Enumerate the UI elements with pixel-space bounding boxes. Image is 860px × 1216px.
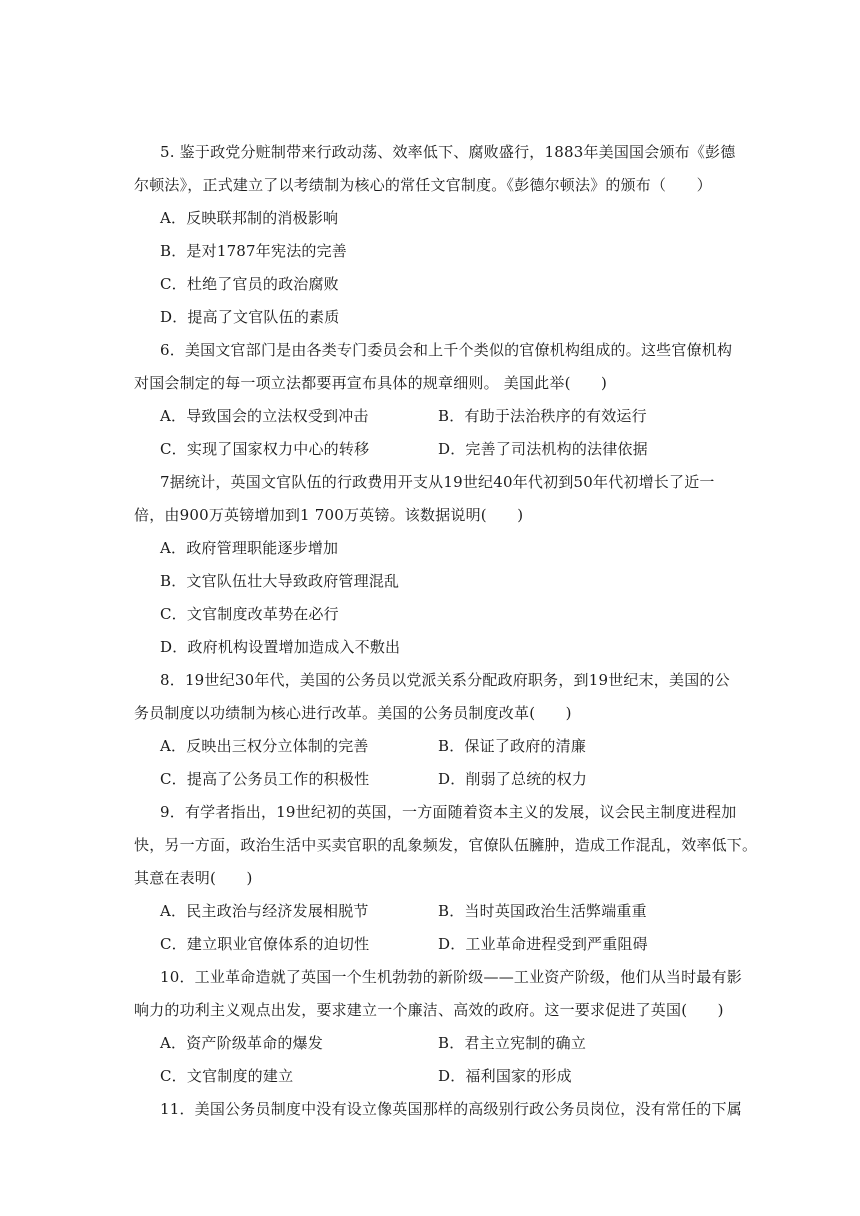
question-9-line-1: 9．有学者指出，19世纪初的英国，一方面随着资本主义的发展，议会民主制度进程加	[160, 803, 737, 821]
question-9-line-2: 快，另一方面，政治生活中买卖官职的乱象频发，官僚队伍臃肿，造成工作混乱，效率低下。	[134, 836, 758, 854]
question-8-option-b: B．保证了政府的清廉	[438, 737, 587, 755]
question-6-option-b: B．有助于法治秩序的有效运行	[438, 407, 647, 425]
question-9-line-3: 其意在表明( )	[134, 869, 253, 887]
question-5-line-2: 尔顿法》，正式建立了以考绩制为核心的常任文官制度。《彭德尔顿法》的颁布（ ）	[134, 176, 712, 194]
question-9-option-d: D．工业革命进程受到严重阻碍	[438, 935, 648, 953]
question-9-option-c: C．建立职业官僚体系的迫切性	[160, 935, 370, 953]
question-7-option-a: A．政府管理职能逐步增加	[160, 539, 339, 557]
question-10-option-d: D．福利国家的形成	[438, 1067, 572, 1085]
question-10-option-b: B．君主立宪制的确立	[438, 1034, 587, 1052]
question-5-line-1: 5. 鉴于政党分赃制带来行政动荡、效率低下、腐败盛行，1883年美国国会颁布《彭德	[160, 143, 736, 161]
question-8-line-1: 8．19世纪30年代，美国的公务员以党派关系分配政府职务，到19世纪末，美国的公	[160, 671, 730, 689]
question-6-line-1: 6．美国文官部门是由各类专门委员会和上千个类似的官僚机构组成的。这些官僚机构	[160, 341, 733, 359]
question-6-line-2: 对国会制定的每一项立法都要再宣布具体的规章细则。 美国此举( )	[134, 374, 608, 392]
question-10-line-2: 响力的功利主义观点出发，要求建立一个廉洁、高效的政府。这一要求促进了英国( )	[134, 1001, 724, 1019]
question-8-line-2: 务员制度以功绩制为核心进行改革。美国的公务员制度改革( )	[134, 704, 572, 722]
question-6-option-a: A．导致国会的立法权受到冲击	[160, 407, 369, 425]
question-6-option-d: D．完善了司法机构的法律依据	[438, 440, 648, 458]
question-11-line-1: 11．美国公务员制度中没有设立像英国那样的高级别行政公务员岗位，没有常任的下属	[160, 1100, 742, 1118]
question-10-line-1: 10．工业革命造就了英国一个生机勃勃的新阶级——工业资产阶级，他们从当时最有影	[160, 968, 742, 986]
question-10-option-c: C．文官制度的建立	[160, 1067, 294, 1085]
question-5-option-b: B．是对1787年宪法的完善	[160, 242, 347, 260]
question-6-option-c: C．实现了国家权力中心的转移	[160, 440, 370, 458]
question-7-option-d: D．政府机构设置增加造成入不敷出	[160, 638, 401, 656]
question-7-option-c: C．文官制度改革势在必行	[160, 605, 339, 623]
question-8-option-a: A．反映出三权分立体制的完善	[160, 737, 369, 755]
question-8-option-d: D．削弱了总统的权力	[438, 770, 588, 788]
question-7-line-1: 7据统计，英国文官队伍的行政费用开支从19世纪40年代初到50年代初增长了近一	[160, 473, 715, 491]
question-7-line-2: 倍，由900万英镑增加到1 700万英镑。该数据说明( )	[134, 506, 524, 524]
question-9-option-a: A．民主政治与经济发展相脱节	[160, 902, 369, 920]
question-10-option-a: A．资产阶级革命的爆发	[160, 1034, 324, 1052]
question-5-option-c: C．杜绝了官员的政治腐败	[160, 275, 339, 293]
question-9-option-b: B．当时英国政治生活弊端重重	[438, 902, 647, 920]
question-7-option-b: B．文官队伍壮大导致政府管理混乱	[160, 572, 400, 590]
question-5-option-a: A．反映联邦制的消极影响	[160, 209, 339, 227]
question-5-option-d: D．提高了文官队伍的素质	[160, 308, 340, 326]
question-8-option-c: C．提高了公务员工作的积极性	[160, 770, 370, 788]
